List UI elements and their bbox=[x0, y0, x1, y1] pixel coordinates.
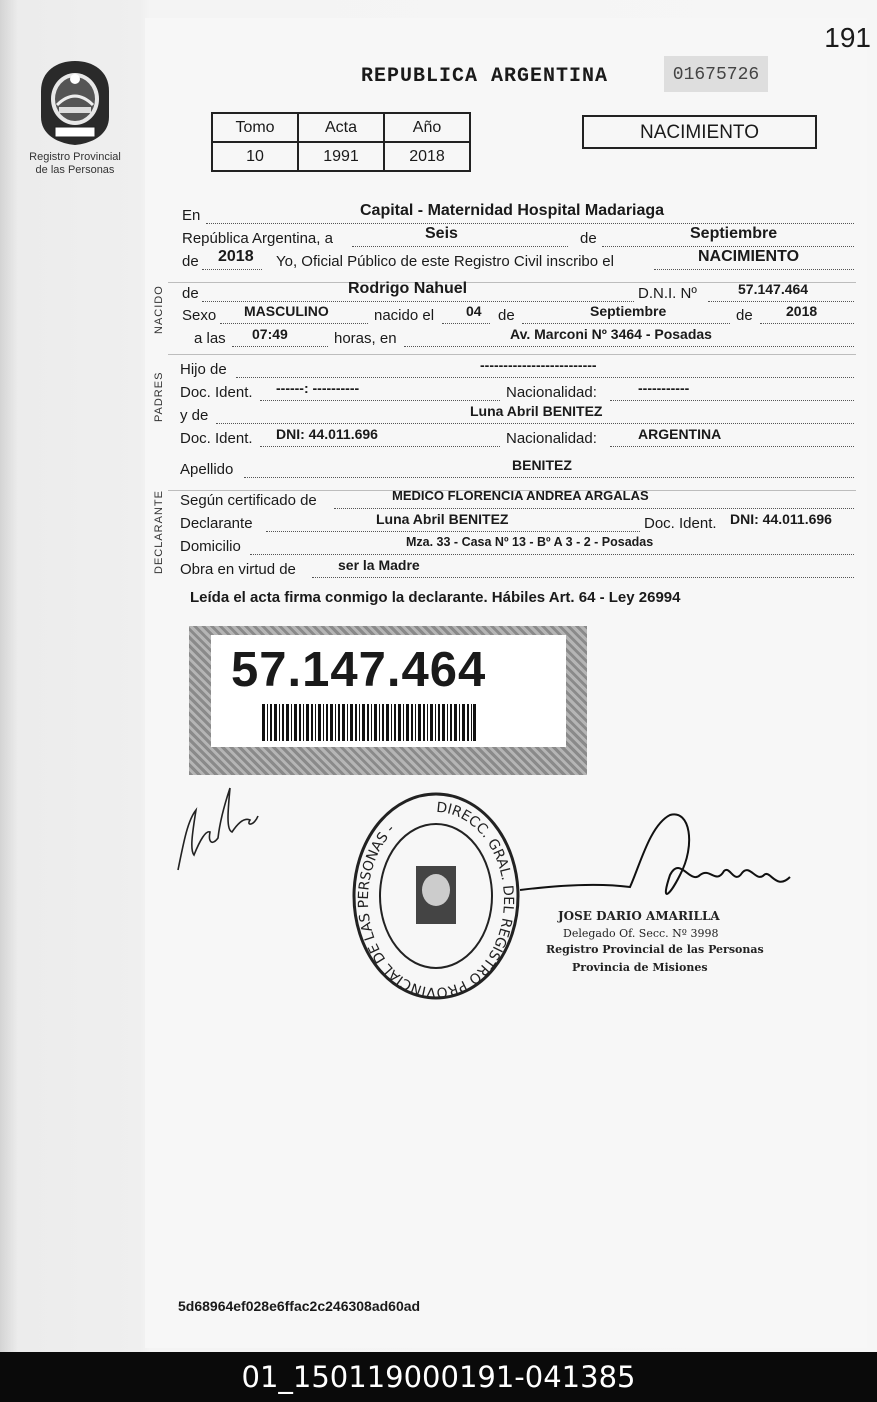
official-name: JOSE DARIO AMARILLA bbox=[558, 909, 720, 923]
record-table bbox=[211, 112, 471, 172]
inscribo-label: Yo, Oficial Público de este Registro Civil inscribo el bbox=[276, 253, 614, 270]
record-type-box: NACIMIENTO bbox=[582, 115, 817, 149]
docident-label: Doc. Ident. bbox=[644, 515, 717, 532]
docident-label: Doc. Ident. bbox=[180, 430, 253, 447]
surname-value: BENITEZ bbox=[512, 457, 572, 473]
obra-label: Obra en virtud de bbox=[180, 561, 296, 578]
docident-label: Doc. Ident. bbox=[180, 384, 253, 401]
serial-number: 01675726 bbox=[664, 56, 768, 92]
republica-label: República Argentina, a bbox=[182, 230, 333, 247]
nacido-label: nacido el bbox=[374, 307, 435, 324]
hijo-label: Hijo de bbox=[180, 361, 227, 378]
document-hash: 5d68964ef028e6ffac2c246308ad60ad bbox=[178, 1298, 421, 1314]
de-label: de bbox=[182, 253, 199, 270]
provincial-crest-icon bbox=[35, 57, 115, 149]
father-nationality-value: ----------- bbox=[638, 380, 690, 396]
domicilio-label: Domicilio bbox=[180, 538, 241, 555]
section-label-declarante: DECLARANTE bbox=[153, 490, 165, 574]
inscribo-value: NACIMIENTO bbox=[698, 248, 800, 265]
de-label: de bbox=[736, 307, 753, 324]
declarant-doc-value: DNI: 44.011.696 bbox=[730, 511, 832, 527]
time-value: 07:49 bbox=[252, 326, 288, 342]
scan-footer: 01_150119000191-041385 bbox=[0, 1352, 877, 1402]
birth-place-value: Av. Marconi Nº 3464 - Posadas bbox=[510, 326, 712, 342]
form-line-capacity bbox=[180, 559, 854, 581]
country-title: REPUBLICA ARGENTINA bbox=[361, 65, 609, 88]
child-name-value: Rodrigo Nahuel bbox=[348, 280, 468, 297]
day-value: Seis bbox=[425, 225, 458, 242]
acta-header: Acta bbox=[298, 113, 384, 142]
father-doc-value: ------: ---------- bbox=[276, 380, 360, 396]
certificate-value: MEDICO FLORENCIA ANDREA ARGALAS bbox=[392, 488, 649, 503]
crest-label: Registro Provincial de las Personas bbox=[29, 151, 121, 176]
declarante-label: Declarante bbox=[180, 515, 253, 532]
form-line-time bbox=[180, 328, 854, 350]
en-label: En bbox=[182, 207, 201, 224]
declarant-signature bbox=[170, 780, 270, 875]
mother-value: Luna Abril BENITEZ bbox=[470, 403, 603, 419]
apellido-label: Apellido bbox=[180, 461, 234, 478]
de-label: de bbox=[580, 230, 597, 247]
section-label-nacido: NACIDO bbox=[153, 285, 165, 334]
year-value: 2018 bbox=[218, 248, 254, 265]
form-line-mother-doc bbox=[180, 428, 854, 450]
tomo-value: 10 bbox=[212, 142, 298, 171]
nacionalidad-label: Nacionalidad: bbox=[506, 430, 597, 447]
birth-year-value: 2018 bbox=[786, 303, 818, 319]
certificado-label: Según certificado de bbox=[180, 492, 317, 509]
anio-header: Año bbox=[384, 113, 470, 142]
place-value: Capital - Maternidad Hospital Madariaga bbox=[360, 202, 665, 219]
mother-nationality-value: ARGENTINA bbox=[638, 426, 722, 442]
dni-label: D.N.I. Nº bbox=[638, 285, 697, 302]
official-seal-icon bbox=[350, 790, 522, 1002]
closing-statement: Leída el acta firma conmigo la declarante. Hábiles Art. 64 - Ley 26994 bbox=[190, 589, 681, 606]
tomo-header: Tomo bbox=[212, 113, 298, 142]
month-value: Septiembre bbox=[690, 225, 778, 242]
nacionalidad-label: Nacionalidad: bbox=[506, 384, 597, 401]
alas-label: a las bbox=[194, 330, 226, 347]
form-line-address bbox=[180, 536, 854, 558]
declarant-value: Luna Abril BENITEZ bbox=[376, 511, 509, 527]
mother-doc-value: DNI: 44.011.696 bbox=[276, 426, 378, 442]
sexo-label: Sexo bbox=[182, 307, 217, 324]
dni-value: 57.147.464 bbox=[738, 281, 809, 297]
birth-month-value: Septiembre bbox=[590, 303, 667, 319]
birth-day-value: 04 bbox=[466, 303, 482, 319]
form-line-surname bbox=[180, 459, 854, 481]
dni-sticker-number: 57.147.464 bbox=[231, 643, 487, 697]
capacity-value: ser la Madre bbox=[338, 557, 420, 573]
official-province: Provincia de Misiones bbox=[572, 961, 708, 974]
yde-label: y de bbox=[180, 407, 209, 424]
seal-ring-text: DIRECC. GRAL. DEL REGISTRO PROVINCIAL DE LAS PERSONAS - bbox=[355, 799, 516, 1001]
de-label: de bbox=[182, 285, 199, 302]
sex-value: MASCULINO bbox=[244, 303, 329, 319]
form-line-inscribo bbox=[180, 248, 854, 273]
anio-value: 2018 bbox=[384, 142, 470, 171]
page-number: 191 bbox=[824, 22, 871, 53]
barcode-icon bbox=[262, 704, 476, 741]
official-role: Delegado Of. Secc. Nº 3998 bbox=[563, 927, 719, 940]
father-value: ------------------------- bbox=[480, 357, 597, 373]
address-value: Mza. 33 - Casa Nº 13 - Bº A 3 - 2 - Posadas bbox=[406, 535, 654, 549]
acta-value: 1991 bbox=[298, 142, 384, 171]
horas-label: horas, en bbox=[334, 330, 397, 347]
de-label: de bbox=[498, 307, 515, 324]
section-label-padres: PADRES bbox=[153, 371, 165, 422]
official-office: Registro Provincial de las Personas bbox=[546, 943, 764, 956]
